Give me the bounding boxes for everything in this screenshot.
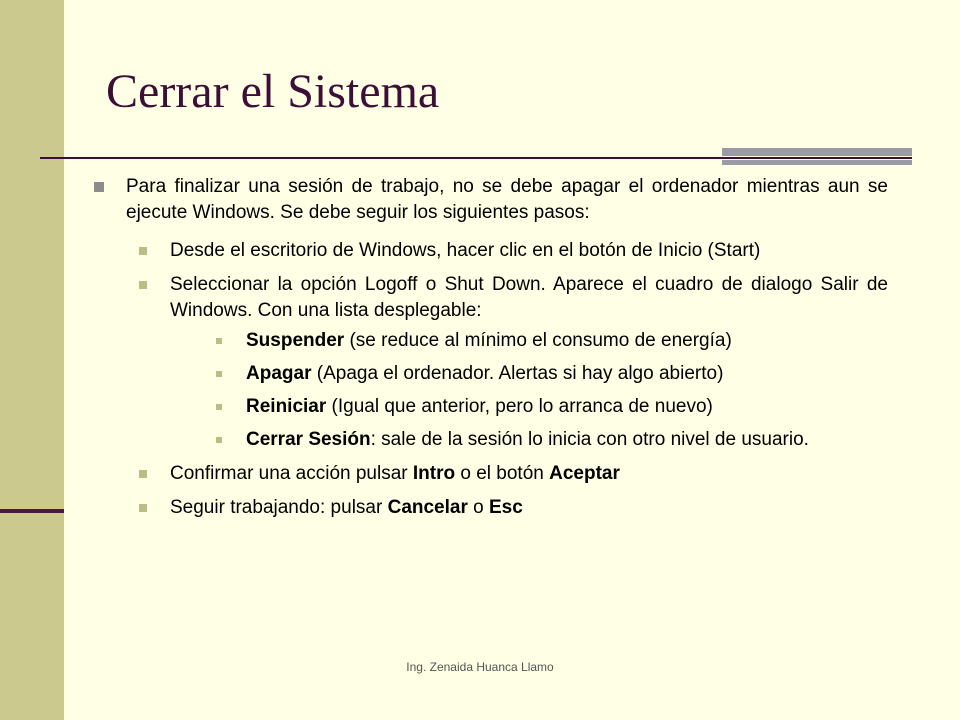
slide-title: Cerrar el Sistema [106, 65, 440, 118]
small-square-bullet-icon [216, 437, 222, 443]
confirm-button-name: Aceptar [549, 463, 620, 484]
small-square-bullet-icon [216, 404, 222, 410]
intro-bullet [92, 174, 888, 226]
continue-prefix: Seguir trabajando: pulsar [170, 497, 388, 518]
title-accent-bar [722, 148, 912, 156]
slide-footer: Ing. Zenaida Huanca Llamo [406, 660, 554, 674]
option-suspender [212, 328, 888, 354]
option-apagar [212, 361, 888, 387]
option-reiniciar-desc: (Igual que anterior, pero lo arranca de nuevo) [326, 396, 713, 417]
step-start-text: Desde el escritorio de Windows, hacer clic en el botón de Inicio (Start) [170, 240, 761, 261]
continue-key-cancel: Cancelar [387, 497, 468, 518]
step-bullet-continue [136, 495, 888, 521]
small-square-bullet-icon [216, 338, 222, 344]
step-bullet-start [136, 238, 888, 264]
step-logoff-text: Seleccionar la opción Logoff o Shut Down. Aparece el cuadro de dialogo Salir de Windows. Con una lista desplegable: [170, 274, 888, 321]
square-bullet-icon [139, 281, 147, 289]
continue-key-esc: Esc [489, 497, 523, 518]
option-cerrar-desc: : sale de la sesión lo inicia con otro nivel de usuario. [370, 429, 809, 450]
left-decorative-band [0, 0, 64, 720]
option-cerrar-label: Cerrar Sesión [246, 429, 371, 450]
option-reiniciar [212, 394, 888, 420]
option-cerrar-sesion [212, 427, 888, 453]
left-band-rule [0, 509, 64, 513]
continue-mid: o [467, 497, 489, 518]
option-suspender-label: Suspender [246, 330, 345, 351]
title-accent-bar-lower [722, 160, 912, 165]
small-square-bullet-icon [216, 371, 222, 377]
step-bullet-confirm [136, 461, 888, 487]
title-divider [40, 157, 912, 159]
slide-body [92, 174, 888, 529]
option-reiniciar-label: Reiniciar [246, 396, 327, 417]
intro-text: Para finalizar una sesión de trabajo, no se debe apagar el ordenador mientras aun se ejecute Windows. Se debe seguir los siguientes pasos: [126, 176, 888, 223]
square-bullet-icon [139, 247, 147, 255]
square-bullet-icon [94, 182, 104, 192]
confirm-mid: o el botón [455, 463, 550, 484]
step-bullet-logoff [136, 272, 888, 453]
confirm-key: Intro [412, 463, 456, 484]
option-apagar-desc: (Apaga el ordenador. Alertas si hay algo abierto) [311, 363, 724, 384]
confirm-prefix: Confirmar una acción pulsar [170, 463, 413, 484]
option-suspender-desc: (se reduce al mínimo el consumo de energía) [344, 330, 732, 351]
square-bullet-icon [139, 470, 147, 478]
square-bullet-icon [139, 504, 147, 512]
option-apagar-label: Apagar [246, 363, 312, 384]
